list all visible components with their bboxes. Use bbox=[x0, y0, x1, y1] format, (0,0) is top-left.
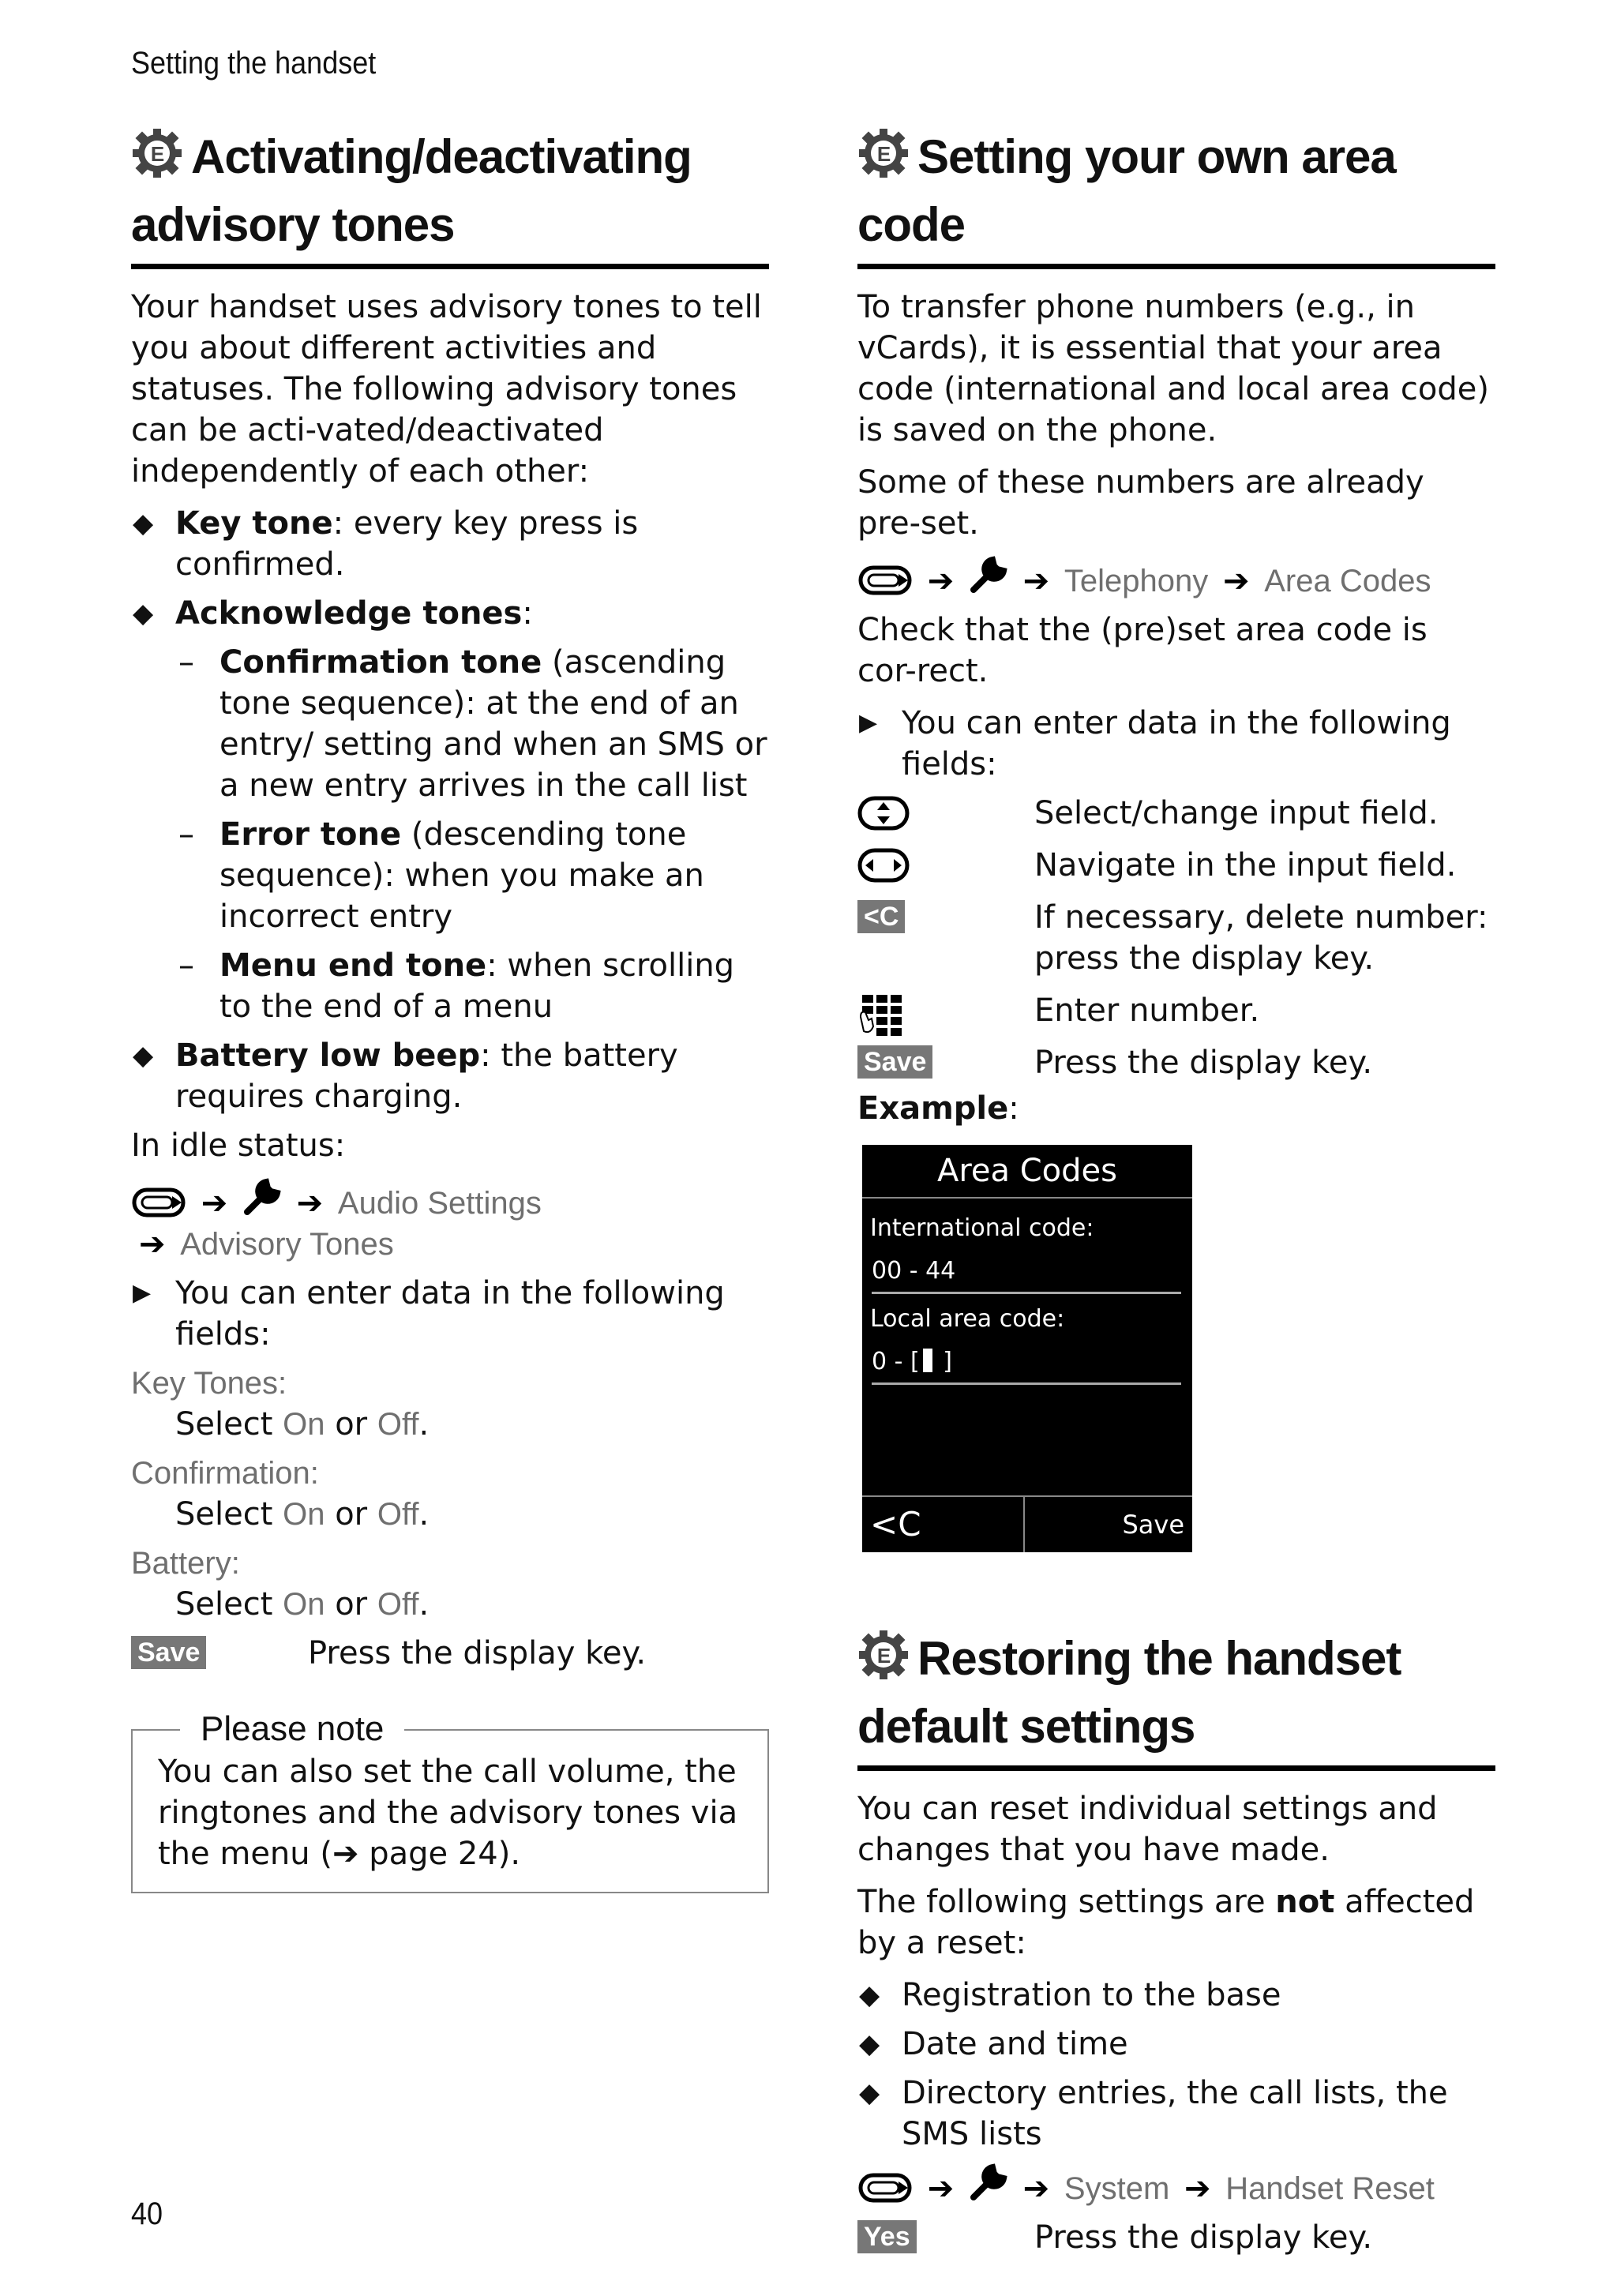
key-row-clear bbox=[857, 897, 1495, 979]
option-off: Off bbox=[377, 1587, 419, 1622]
menu-item-area-codes: Area Codes bbox=[1264, 564, 1431, 598]
sub-bullet-text: (ascending tone sequence): at the end of an entry/ setting and when an SMS or a new entry arrives in the call list bbox=[219, 644, 767, 804]
menu-key-icon bbox=[131, 1185, 186, 1221]
section-title-area-code bbox=[857, 126, 1495, 269]
bullet-text: : bbox=[522, 595, 533, 632]
display-local-value bbox=[872, 1341, 1181, 1385]
list-item-text: Directory entries, the call lists, the SMS lists bbox=[902, 2075, 1448, 2152]
expert-gear-icon bbox=[857, 1629, 910, 1696]
menu-item-telephony: Telephony bbox=[1064, 564, 1209, 598]
svg-text:E: E bbox=[876, 142, 891, 166]
page-number: 40 bbox=[131, 2197, 163, 2231]
arrow-icon: ➔ bbox=[139, 1226, 166, 1262]
wrench-icon bbox=[969, 563, 1008, 599]
key-text: Navigate in the input field. bbox=[1034, 847, 1457, 884]
diamond-bullet-icon: ◆ bbox=[133, 598, 154, 629]
key-row-keypad bbox=[857, 990, 1495, 1031]
field-label-confirmation: Confirmation: bbox=[131, 1456, 319, 1491]
section-title-advisory-tones bbox=[131, 126, 769, 269]
sub-bullet-bold: Menu end tone bbox=[219, 947, 487, 984]
select-word: Select bbox=[175, 1496, 273, 1533]
yes-softkey: Yes bbox=[857, 2220, 917, 2253]
menu-path-telephony bbox=[857, 555, 1495, 602]
local-suffix: ] bbox=[935, 1348, 952, 1375]
area-code-intro: To transfer phone numbers (e.g., in vCards), it is essential that your area code (international and local area code) is saved on the phone. bbox=[857, 289, 1489, 448]
intro-text: Your handset uses advisory tones to tell you about different activities and statuses. The following advisory tones can be acti-vated/deactivated independently of each other: bbox=[131, 289, 762, 490]
display-local-label: Local area code: bbox=[870, 1305, 1065, 1333]
diamond-bullet-icon: ◆ bbox=[133, 508, 154, 539]
wrench-icon bbox=[969, 2170, 1008, 2207]
menu-key-icon bbox=[857, 2170, 913, 2207]
instruction-text: You can enter data in the following fields: bbox=[902, 705, 1451, 782]
arrow-icon: ➔ bbox=[1223, 563, 1250, 599]
select-word: Select bbox=[175, 1406, 273, 1443]
menu-item-system: System bbox=[1064, 2171, 1170, 2206]
diamond-bullet-icon: ◆ bbox=[859, 1979, 880, 2011]
sub-bullet-error bbox=[131, 814, 769, 937]
svg-text:E: E bbox=[876, 1644, 891, 1668]
cursor-icon bbox=[923, 1349, 932, 1372]
arrow-icon: ➔ bbox=[1022, 2170, 1050, 2207]
bullet-bold: Battery low beep bbox=[175, 1037, 481, 1074]
running-head: Setting the handset bbox=[131, 46, 377, 81]
triangle-bullet-icon: ▶ bbox=[859, 709, 878, 737]
arrow-icon: ➔ bbox=[1022, 563, 1050, 599]
bullet-acknowledge-tones bbox=[131, 593, 769, 634]
yes-key-row bbox=[857, 2217, 1495, 2258]
diamond-bullet-icon: ◆ bbox=[859, 2028, 880, 2060]
field-desc-key-tones bbox=[131, 1404, 769, 1445]
save-softkey: Save bbox=[857, 1045, 932, 1079]
save-key-text: Press the display key. bbox=[308, 1635, 647, 1671]
bullet-bold: Key tone bbox=[175, 505, 333, 542]
left-column bbox=[131, 126, 769, 1893]
note-text-before: You can also set the call volume, the ringtones and the advisory tones via the menu ( bbox=[158, 1754, 738, 1872]
section-title-text: Setting your own area code bbox=[857, 130, 1396, 251]
period: . bbox=[418, 1496, 430, 1533]
menu-item-audio-settings: Audio Settings bbox=[337, 1186, 542, 1221]
key-row-save bbox=[857, 1042, 1495, 1083]
yes-key-text: Press the display key. bbox=[1034, 2219, 1373, 2256]
display-softkeys bbox=[862, 1495, 1192, 1552]
arrow-icon: ➔ bbox=[332, 1836, 359, 1872]
field-desc-battery bbox=[131, 1584, 769, 1625]
not-bold: not bbox=[1275, 1884, 1335, 1920]
field-label-battery: Battery: bbox=[131, 1546, 240, 1581]
note-title: Please note bbox=[180, 1709, 404, 1750]
wrench-icon bbox=[242, 1185, 282, 1221]
diamond-bullet-icon: ◆ bbox=[859, 2077, 880, 2109]
or-word: or bbox=[335, 1496, 368, 1533]
arrow-icon: ➔ bbox=[296, 1185, 324, 1221]
bullet-text: : the battery requires charging. bbox=[175, 1037, 678, 1115]
section-title-text: Restoring the handset default settings bbox=[857, 1632, 1401, 1753]
option-off: Off bbox=[377, 1497, 419, 1532]
triangle-bullet-icon: ▶ bbox=[133, 1279, 152, 1307]
list-item bbox=[857, 2073, 1495, 2155]
expert-gear-icon bbox=[131, 127, 183, 194]
option-on: On bbox=[283, 1587, 325, 1622]
period: . bbox=[418, 1406, 430, 1443]
save-softkey: Save bbox=[131, 1636, 206, 1669]
option-off: Off bbox=[377, 1407, 419, 1442]
please-note-box bbox=[131, 1709, 769, 1893]
sub-bullet-bold: Confirmation tone bbox=[219, 644, 542, 681]
list-item-text: Date and time bbox=[902, 2026, 1128, 2062]
period: . bbox=[418, 1586, 430, 1623]
bullet-text: : every key press is confirmed. bbox=[175, 505, 639, 583]
select-word: Select bbox=[175, 1586, 273, 1623]
dash-mark: – bbox=[178, 816, 194, 853]
example-label bbox=[857, 1088, 1495, 1129]
display-softkey-save: Save bbox=[1122, 1510, 1184, 1540]
arrow-icon: ➔ bbox=[927, 2170, 955, 2207]
sub-bullet-text: (descending tone sequence): when you make an incorrect entry bbox=[219, 816, 704, 935]
enter-data-instruction bbox=[131, 1273, 769, 1355]
display-intl-value: 00 - 44 bbox=[872, 1251, 1181, 1294]
bullet-bold: Acknowledge tones bbox=[175, 595, 523, 632]
field-label-key-tones: Key Tones: bbox=[131, 1366, 287, 1401]
save-key-row bbox=[131, 1633, 769, 1674]
menu-path-audio bbox=[131, 1177, 769, 1265]
note-text bbox=[158, 1751, 742, 1874]
key-row-updown bbox=[857, 793, 1495, 834]
text-after: affected by a reset: bbox=[857, 1884, 1475, 1961]
expert-gear-icon bbox=[857, 127, 910, 194]
option-on: On bbox=[283, 1497, 325, 1532]
list-item bbox=[857, 1975, 1495, 2016]
sub-bullet-text: : when scrolling to the end of a menu bbox=[219, 947, 735, 1025]
leftright-nav-icon bbox=[857, 848, 910, 893]
key-text: Enter number. bbox=[1034, 992, 1260, 1029]
right-column bbox=[857, 126, 1495, 2269]
idle-status-text: In idle status: bbox=[131, 1127, 346, 1164]
display-intl-label: International code: bbox=[870, 1214, 1094, 1242]
example-bold: Example bbox=[857, 1090, 1009, 1127]
display-softkey-clear: <C bbox=[862, 1497, 1025, 1552]
diamond-bullet-icon: ◆ bbox=[133, 1040, 154, 1071]
arrow-icon: ➔ bbox=[927, 563, 955, 599]
bullet-battery-low bbox=[131, 1035, 769, 1117]
menu-path-system bbox=[857, 2163, 1495, 2209]
enter-data-instruction bbox=[857, 703, 1495, 785]
reset-intro: You can reset individual settings and changes that you have made. bbox=[857, 1791, 1438, 1868]
menu-item-handset-reset: Handset Reset bbox=[1225, 2171, 1435, 2206]
not-affected-text bbox=[857, 1881, 1495, 1964]
or-word: or bbox=[335, 1406, 368, 1443]
sub-bullet-confirmation bbox=[131, 642, 769, 806]
check-text: Check that the (pre)set area code is cor-rect. bbox=[857, 612, 1428, 689]
arrow-icon: ➔ bbox=[1184, 2170, 1211, 2207]
display-title: Area Codes bbox=[862, 1145, 1192, 1199]
menu-key-icon bbox=[857, 563, 913, 599]
dash-mark: – bbox=[178, 947, 194, 984]
handset-display-example bbox=[862, 1145, 1192, 1552]
list-item-text: Registration to the base bbox=[902, 1977, 1281, 2013]
instruction-text: You can enter data in the following fields: bbox=[175, 1275, 725, 1352]
example-colon: : bbox=[1008, 1090, 1019, 1127]
or-word: or bbox=[335, 1586, 368, 1623]
updown-nav-icon bbox=[857, 796, 910, 841]
arrow-icon: ➔ bbox=[201, 1185, 228, 1221]
option-on: On bbox=[283, 1407, 325, 1442]
svg-text:E: E bbox=[150, 142, 164, 166]
key-text: If necessary, delete number: press the display key. bbox=[1034, 899, 1488, 977]
preset-text: Some of these numbers are already pre-set. bbox=[857, 464, 1424, 542]
bullet-key-tone bbox=[131, 503, 769, 585]
section-title-restore bbox=[857, 1628, 1495, 1771]
note-text-after: page 24). bbox=[358, 1836, 521, 1872]
sub-bullet-bold: Error tone bbox=[219, 816, 402, 853]
section-title-text: Activating/deactivating advisory tones bbox=[131, 130, 692, 251]
local-prefix: 0 - [ bbox=[872, 1348, 920, 1375]
menu-item-advisory-tones: Advisory Tones bbox=[180, 1227, 394, 1262]
clear-softkey: <C bbox=[857, 900, 905, 933]
key-text: Select/change input field. bbox=[1034, 795, 1439, 831]
field-desc-confirmation bbox=[131, 1494, 769, 1535]
text-before: The following settings are bbox=[857, 1884, 1276, 1920]
key-text: Press the display key. bbox=[1034, 1045, 1373, 1081]
sub-bullet-menu-end bbox=[131, 945, 769, 1027]
list-item bbox=[857, 2024, 1495, 2065]
key-row-leftright bbox=[857, 845, 1495, 886]
dash-mark: – bbox=[178, 644, 194, 681]
